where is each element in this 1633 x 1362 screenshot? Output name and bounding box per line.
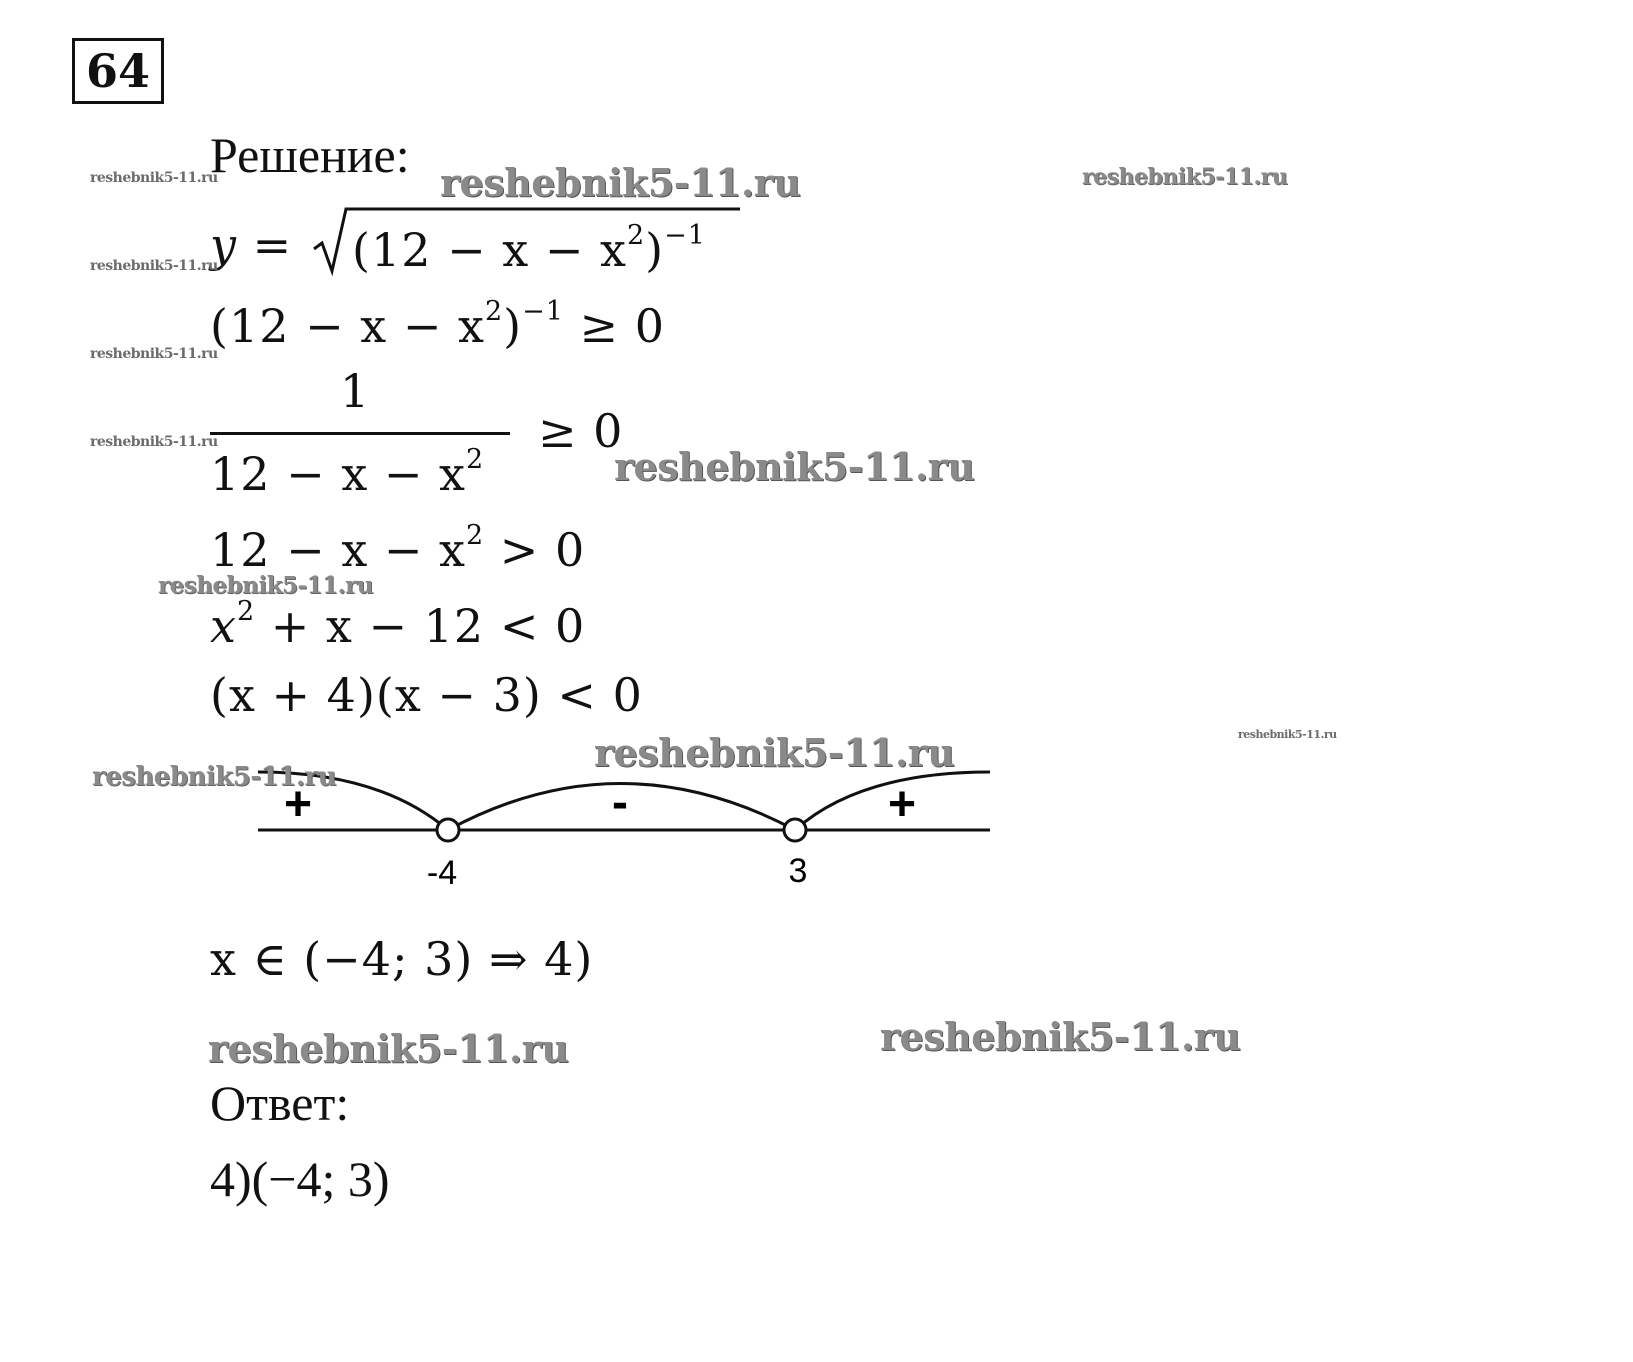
step-1-equation bbox=[210, 218, 293, 272]
step-5-inequality: $x^2 + x - 12 < 0$ bbox=[210, 596, 586, 653]
point-label-left: -4 bbox=[426, 854, 458, 892]
watermark: reshebnik5-11.ru bbox=[90, 258, 218, 274]
sign-minus-middle: - bbox=[612, 776, 628, 829]
answer-heading: Ответ: bbox=[210, 1075, 350, 1131]
step-3-relation: ≥ 0 bbox=[538, 404, 624, 458]
watermark: reshebnik5-11.ru bbox=[90, 170, 218, 186]
watermark: reshebnik5-11.ru bbox=[880, 1014, 1241, 1059]
step-4-inequality: $12 - x - x^2 > 0$ bbox=[210, 520, 586, 577]
solution-heading: Решение: bbox=[210, 127, 410, 183]
problem-number-box bbox=[72, 38, 164, 104]
open-point-right bbox=[784, 819, 806, 841]
watermark: reshebnik5-11.ru bbox=[1238, 728, 1337, 741]
watermark: reshebnik5-11.ru bbox=[1082, 164, 1288, 190]
watermark: reshebnik5-11.ru bbox=[158, 572, 373, 599]
step-1-y-eq: y = bbox=[210, 218, 293, 272]
point-label-right: 3 bbox=[788, 852, 808, 890]
watermark: reshebnik5-11.ru bbox=[594, 730, 955, 775]
watermark: reshebnik5-11.ru bbox=[92, 762, 337, 792]
sign-plus-left: + bbox=[283, 778, 313, 831]
watermark: reshebnik5-11.ru bbox=[440, 160, 801, 205]
watermark: reshebnik5-11.ru bbox=[90, 346, 218, 362]
watermark: reshebnik5-11.ru bbox=[90, 434, 218, 450]
step-6-factored: (x + 4)(x − 3) < 0 bbox=[210, 668, 643, 722]
watermark: reshebnik5-11.ru bbox=[208, 1026, 569, 1071]
number-line-diagram bbox=[250, 762, 1000, 902]
conclusion-line: x ∈ (−4; 3) ⇒ 4) bbox=[210, 932, 594, 986]
step-3-numerator: 1 bbox=[340, 364, 371, 418]
answer-value: 4)(−4; 3) bbox=[210, 1151, 390, 1207]
step-1-radicand: $(12 - x - x^2)^{-1}$ bbox=[352, 220, 706, 277]
fraction-bar bbox=[210, 432, 510, 435]
step-3-denominator: $12 - x - x^2$ bbox=[210, 444, 485, 501]
sign-plus-right: + bbox=[887, 778, 917, 831]
problem-number: 64 bbox=[85, 44, 150, 98]
step-2-inequality: $(12 - x - x^2)^{-1} \ge 0$ bbox=[210, 296, 665, 353]
watermark: reshebnik5-11.ru bbox=[614, 444, 975, 489]
open-point-left bbox=[437, 819, 459, 841]
